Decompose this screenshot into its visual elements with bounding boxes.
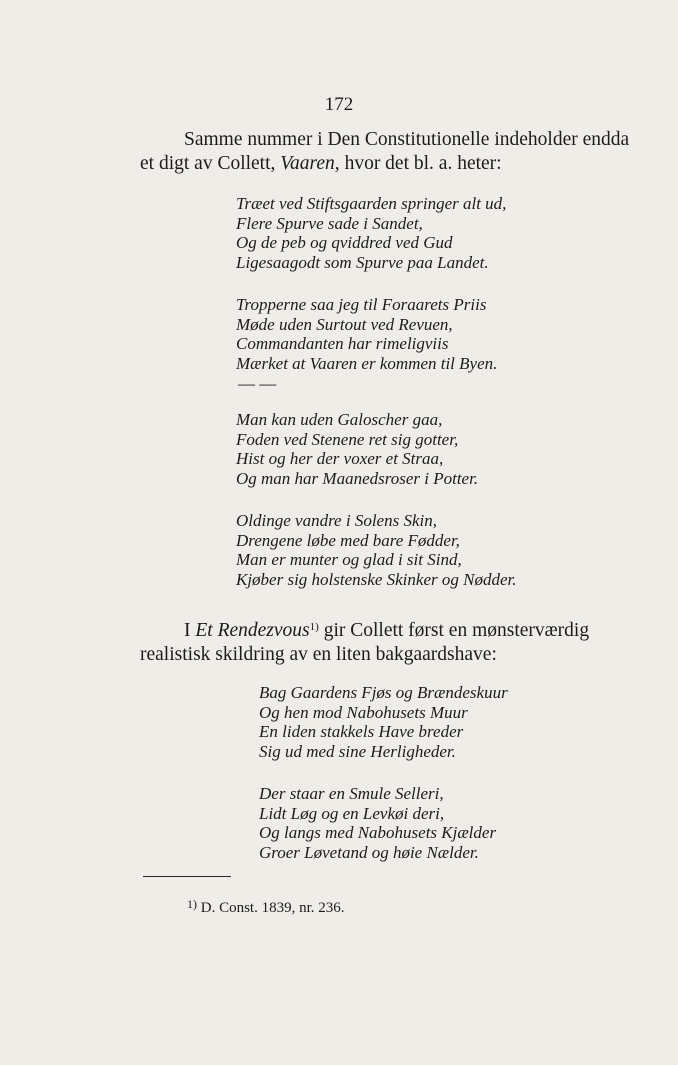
poem-stanza [236, 511, 516, 589]
stanza-separator: — — [238, 374, 277, 393]
poem-stanza [236, 295, 497, 373]
page-number: 172 [324, 94, 354, 115]
poem-line: Kjøber sig holstenske Skinker og Nødder. [236, 569, 517, 589]
poem-line: Sig ud med sine Herligheder. [259, 741, 456, 761]
paragraph-line [140, 615, 660, 643]
poem-line: Groer Løvetand og høie Nælder. [259, 842, 479, 862]
poem-title: Vaaren, [280, 153, 340, 174]
poem-line: Træet ved Stiftsgaarden springer alt ud, [236, 194, 507, 213]
poem-line: Tropperne saa jeg til Foraarets Priis [236, 295, 487, 314]
poem-line: Man er munter og glad i sit Sind, [236, 550, 462, 569]
poem-stanza [259, 683, 508, 761]
footnote-divider [143, 876, 231, 877]
paragraph-line [140, 152, 660, 176]
poem-stanza [236, 410, 478, 488]
poem-line: Ligesaagodt som Spurve paa Landet. [236, 252, 489, 272]
poem-line: Der staar en Smule Selleri, [259, 784, 444, 803]
poem-line: Og langs med Nabohusets Kjælder [259, 823, 497, 842]
poem-stanza [259, 784, 496, 862]
poem-line: Og de peb og qviddred ved Gud [236, 233, 453, 252]
paragraph-intro [140, 128, 660, 176]
poem-line: Man kan uden Galoscher gaa, [236, 410, 443, 429]
poem-line: Bag Gaardens Fjøs og Brændeskuur [259, 683, 508, 702]
footnote-reference: 1) [309, 621, 319, 633]
footnote [187, 897, 345, 917]
poem-title: Et Rendezvous [195, 620, 310, 641]
footnote-mark: 1) [187, 897, 197, 911]
poem-stanza [236, 194, 506, 272]
footnote-text: D. Const. 1839, nr. 236. [200, 900, 345, 916]
poem-line: Og hen mod Nabohusets Muur [259, 702, 468, 722]
poem-line: Foden ved Stenene ret sig gotter, [236, 429, 459, 449]
poem-line: Commandanten har rimeligviis [236, 334, 449, 353]
text-run: hvor det bl. a. heter: [344, 153, 502, 174]
paragraph-line: Samme nummer i Den Constitutionelle indeholder endda [184, 129, 630, 150]
text-run: I [184, 620, 191, 641]
text-run: et digt av Collett, [140, 153, 276, 174]
poem-line: Drengene løbe med bare Fødder, [236, 530, 460, 550]
poem-line: Og man har Maanedsroser i Potter. [236, 468, 479, 488]
poem-line: Mærket at Vaaren er kommen til Byen. [236, 353, 498, 373]
text-run: gir Collett først en mønsterværdig [323, 620, 590, 641]
poem-line: Oldinge vandre i Solens Skin, [236, 511, 437, 530]
paragraph-line: realistisk skildring av en liten bakgaardshave: [140, 644, 497, 665]
paragraph-rendezvous [140, 615, 660, 667]
poem-line: Møde uden Surtout ved Revuen, [236, 314, 453, 334]
poem-line: Hist og her der voxer et Straa, [236, 449, 444, 468]
poem-line: Lidt Løg og en Levkøi deri, [259, 803, 445, 823]
poem-line: En liden stakkels Have breder [259, 722, 464, 741]
poem-line: Flere Spurve sade i Sandet, [236, 213, 423, 233]
